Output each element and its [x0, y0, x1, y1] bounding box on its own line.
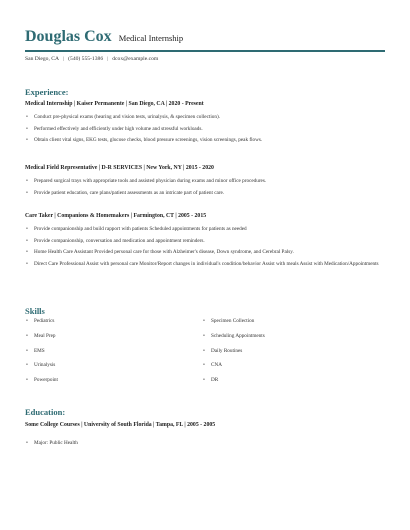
job-heading: Medical Field Representative | D-R SERVICES | New York, NY | 2015 - 2020 [25, 165, 214, 171]
skills-column-left [25, 318, 58, 392]
skills-section [25, 306, 385, 396]
contact-location: San Diego, CA [25, 56, 60, 62]
skill-item: • DR [202, 377, 265, 384]
job-bullets [25, 226, 385, 267]
job-bullets [25, 114, 385, 144]
contact-line [25, 56, 158, 62]
education-title: Education: [25, 407, 66, 417]
list-item: • Performed effectively and efficiently under high volume and stressful workloads. [25, 126, 385, 133]
education-section [25, 407, 385, 446]
candidate-name: Douglas Cox [25, 28, 112, 45]
list-item: • Prepared surgical trays with appropriate tools and assisted physician during exams and minor office procedures. [25, 178, 385, 185]
skill-item: • CNA [202, 362, 265, 369]
skills-column-right [202, 318, 265, 392]
candidate-title: Medical Internship [118, 33, 184, 43]
job-entry [25, 165, 385, 196]
list-item: • Obtain client vital signs, EKG tests, glucose checks, blood pressure screenings, vision screenings, peak flows. [25, 137, 385, 144]
skill-item: • Powerpoint [25, 377, 58, 384]
experience-title: Experience: [25, 87, 69, 97]
skills-title: Skills [25, 306, 45, 316]
skill-item: • Daily Routines [202, 348, 265, 355]
header-divider [25, 50, 385, 52]
skill-item: • Specimen Collection [202, 318, 265, 325]
skill-item: • Pediatrics [25, 318, 58, 325]
contact-separator: | [107, 56, 109, 62]
list-item: • Provide companionship and build rapport with patients Scheduled appointments for patients as needed [25, 226, 385, 233]
list-item: • Direct Care Professional Assist with personal care Monitor/Report changes in individual's condition/behavior Assist with meals Assist with Medication/Appointments [25, 261, 385, 268]
skill-item: • EMS [25, 348, 58, 355]
experience-section [25, 87, 385, 267]
skill-item: • Urinalysis [25, 362, 58, 369]
job-heading: Care Taker | Companions & Homemakers | Farmington, CT | 2005 - 2015 [25, 213, 207, 219]
education-heading: Some College Courses | University of South Florida | Tampa, FL | 2005 - 2005 [25, 422, 216, 428]
list-item: • Provide patient education, care plans/patient assessments as an intricate part of patient care. [25, 190, 385, 197]
resume-header [25, 28, 385, 46]
skill-item: • Scheduling Appointments [202, 333, 265, 340]
list-item: • Conduct pre-physical exams (hearing and vision tests, urinalysis, & specimen collection). [25, 114, 385, 121]
contact-email: dcox@example.com [112, 56, 159, 62]
list-item: • Home Health Care Assistant Provided personal care for those with Alzheimer's disease, Down syndrome, and Cerebral Palsy. [25, 249, 385, 256]
education-bullets [25, 440, 385, 447]
job-bullets [25, 178, 385, 196]
name-line [25, 28, 385, 46]
job-entry [25, 213, 385, 267]
contact-phone: (540) 555-1386 [68, 56, 104, 62]
contact-separator: | [63, 56, 65, 62]
skill-item: • Meal Prep [25, 333, 58, 340]
list-item: • Provide companionship, conversation and medication and appointment reminders. [25, 238, 385, 245]
job-heading: Medical Internship | Kaiser Permanente | San Diego, CA | 2020 - Present [25, 101, 204, 107]
list-item: • Major: Public Health [25, 440, 385, 447]
job-entry [25, 101, 385, 144]
